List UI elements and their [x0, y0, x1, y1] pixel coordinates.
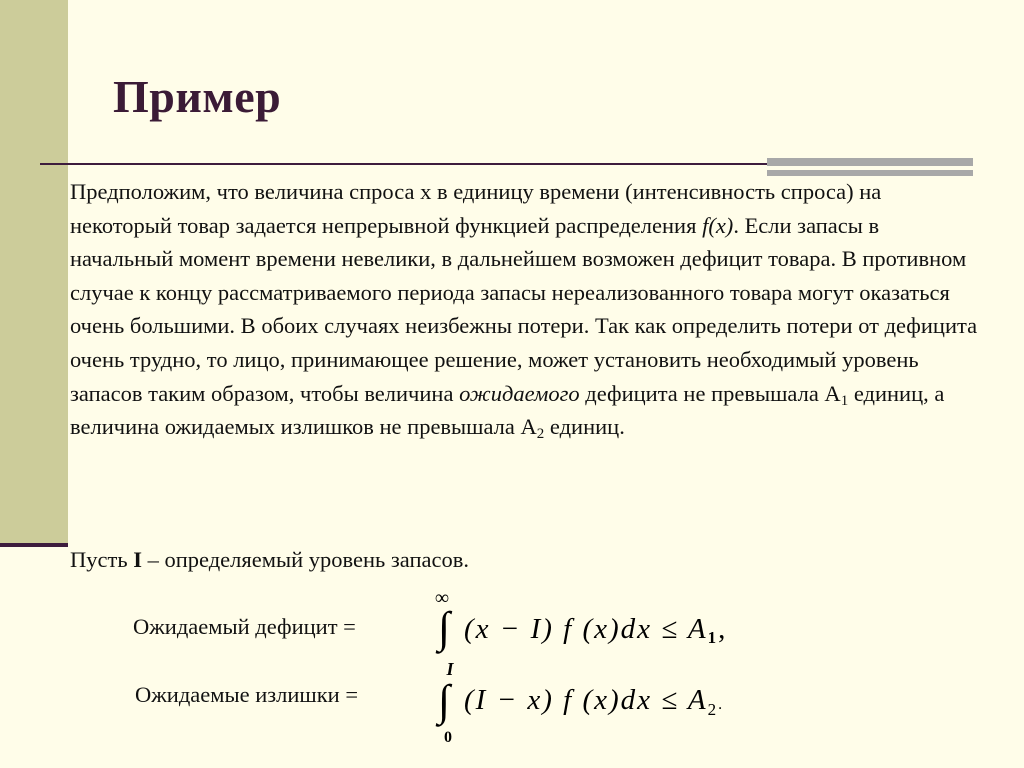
surplus-end-punctuation: .	[718, 696, 725, 713]
paragraph-part-2: . Если запасы в начальный момент времени невелики, в дальнейшем возможен дефицит товара. В противном случае к концу рассматриваемого периода запасы нереализованного товара могут оказаться очень большими. В обоих случаях неизбежны потери. Так как определить потери от дефицита очень трудно, то лицо, принимающее решение, может установить необходимый уровень запасов таким образом, чтобы величина	[70, 212, 978, 406]
deficit-end-punctuation: ,	[718, 613, 728, 645]
deficit-expression-body: (x − I) f (x)dx ≤ A	[464, 613, 708, 645]
deficit-formula-label: Ожидаемый дефицит =	[133, 614, 356, 639]
paragraph-text	[70, 175, 985, 444]
deficit-upper-limit: ∞	[434, 588, 450, 609]
surplus-subscript: 2	[707, 700, 719, 719]
side-bar-divider	[0, 543, 68, 547]
body-paragraph	[70, 175, 985, 444]
definition-variable: I	[133, 547, 142, 572]
definition-prefix: Пусть	[70, 547, 134, 572]
deficit-formula	[435, 588, 728, 679]
side-decoration-bar	[0, 0, 68, 546]
surplus-integral-sign: ∫	[438, 676, 451, 725]
accent-bar-top	[767, 158, 973, 166]
deficit-lower-limit: I	[446, 659, 454, 679]
subscript-a2: 2	[536, 426, 545, 443]
subscript-a1: 1	[840, 392, 849, 409]
surplus-expression-body: (I − x) f (x)dx ≤ A	[464, 684, 708, 716]
deficit-subscript: 1	[707, 628, 719, 647]
surplus-formula	[435, 676, 724, 746]
deficit-integral-sign: ∫	[438, 603, 451, 652]
paragraph-part-4: единиц, а величина ожидаемых излишков не превышала A	[70, 380, 945, 440]
surplus-formula-label: Ожидаемые излишки =	[135, 682, 359, 707]
slide-title: Пример	[113, 71, 282, 122]
paragraph-part-1: Предположим, что величина спроса x в единицу времени (интенсивность спроса) на некоторый товар задается непрерывной функцией распределения	[70, 179, 882, 238]
surplus-lower-limit: 0	[444, 729, 452, 746]
surplus-expression	[464, 684, 724, 719]
paragraph-part-3: дефицита не превышала A	[579, 380, 841, 406]
emphasis-expected: ожидаемого	[459, 380, 580, 406]
function-notation: f(x)	[702, 212, 734, 238]
definition-suffix: – определяемый уровень запасов.	[141, 547, 469, 572]
paragraph-part-5: единиц.	[544, 414, 625, 440]
deficit-expression	[464, 613, 727, 647]
definition-line	[70, 545, 469, 575]
formulas-graphic	[420, 588, 860, 748]
